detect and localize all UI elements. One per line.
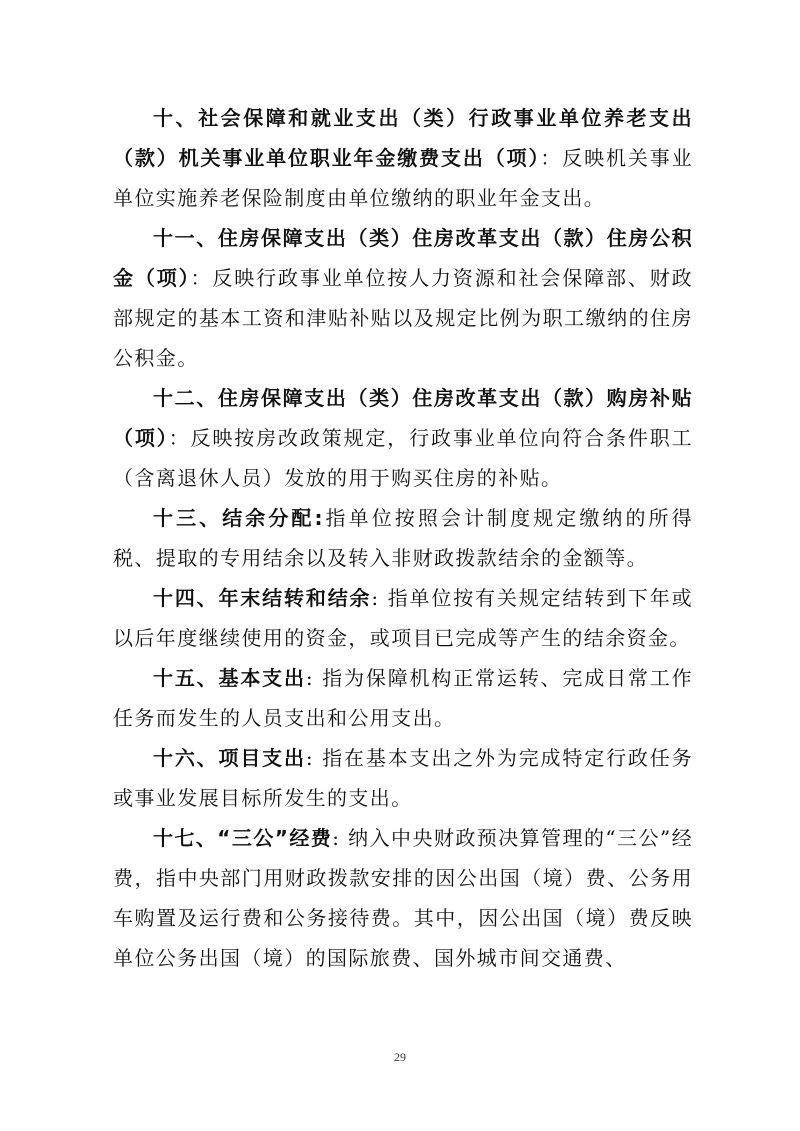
- paragraph-item-17: [113, 818, 693, 978]
- paragraph-text: : 指单位按有关规定结转到下年或以后年度继续使用的资金，或项目已完成等产生的结余资金。: [113, 586, 693, 650]
- paragraph-item-15: [113, 658, 693, 738]
- paragraph-item-16: [113, 738, 693, 818]
- paragraph-item-10: [113, 98, 693, 218]
- paragraph-term: 十三、结余分配:: [153, 506, 324, 530]
- paragraph-text: ：反映行政事业单位按人力资源和社会保障部、财政部规定的基本工资和津贴补贴以及规定比例为职工缴纳的住房公积金。: [113, 266, 693, 370]
- paragraph-text: : 指在基本支出之外为完成特定行政任务或事业发展目标所发生的支出。: [113, 746, 693, 810]
- paragraph-term: 十六、项目支出: [153, 746, 306, 770]
- paragraph-item-13: [113, 498, 693, 578]
- paragraph-text: ：反映机关事业单位实施养老保险制度由单位缴纳的职业年金支出。: [113, 146, 693, 210]
- document-body: [113, 98, 693, 978]
- paragraph-item-11: [113, 218, 693, 378]
- paragraph-term: 十五、基本支出: [153, 666, 306, 690]
- page-number: 29: [394, 1050, 406, 1064]
- paragraph-term: 十、社会保障和就业支出（类）行政事业单位养老支出（款）机关事业单位职业年金缴费支出（项）: [113, 106, 693, 170]
- paragraph-text: 指单位按照会计制度规定缴纳的所得税、提取的专用结余以及转入非财政拨款结余的金额等。: [113, 506, 693, 570]
- paragraph-text: : 指为保障机构正常运转、完成日常工作任务而发生的人员支出和公用支出。: [113, 666, 693, 730]
- paragraph-text: ：反映按房改政策规定，行政事业单位向符合条件职工（含离退休人员）发放的用于购买住房的补贴。: [113, 426, 693, 490]
- paragraph-term: 十七、“三公”经费: [153, 826, 333, 850]
- paragraph-text: : 纳入中央财政预决算管理的“三公”经费，指中央部门用财政拨款安排的因公出国（境）费、公务用车购置及运行费和公务接待费。其中，因公出国（境）费反映单位公务出国（境）的国际旅费、国外城市间交通费、: [113, 826, 694, 970]
- paragraph-item-14: [113, 578, 693, 658]
- paragraph-term: 十四、年末结转和结余: [153, 586, 372, 610]
- paragraph-item-12: [113, 378, 693, 498]
- paragraph-term: 十二、住房保障支出（类）住房改革支出（款）购房补贴（项）: [113, 386, 693, 450]
- paragraph-term: 十一、住房保障支出（类）住房改革支出（款）住房公积金（项）: [113, 226, 693, 290]
